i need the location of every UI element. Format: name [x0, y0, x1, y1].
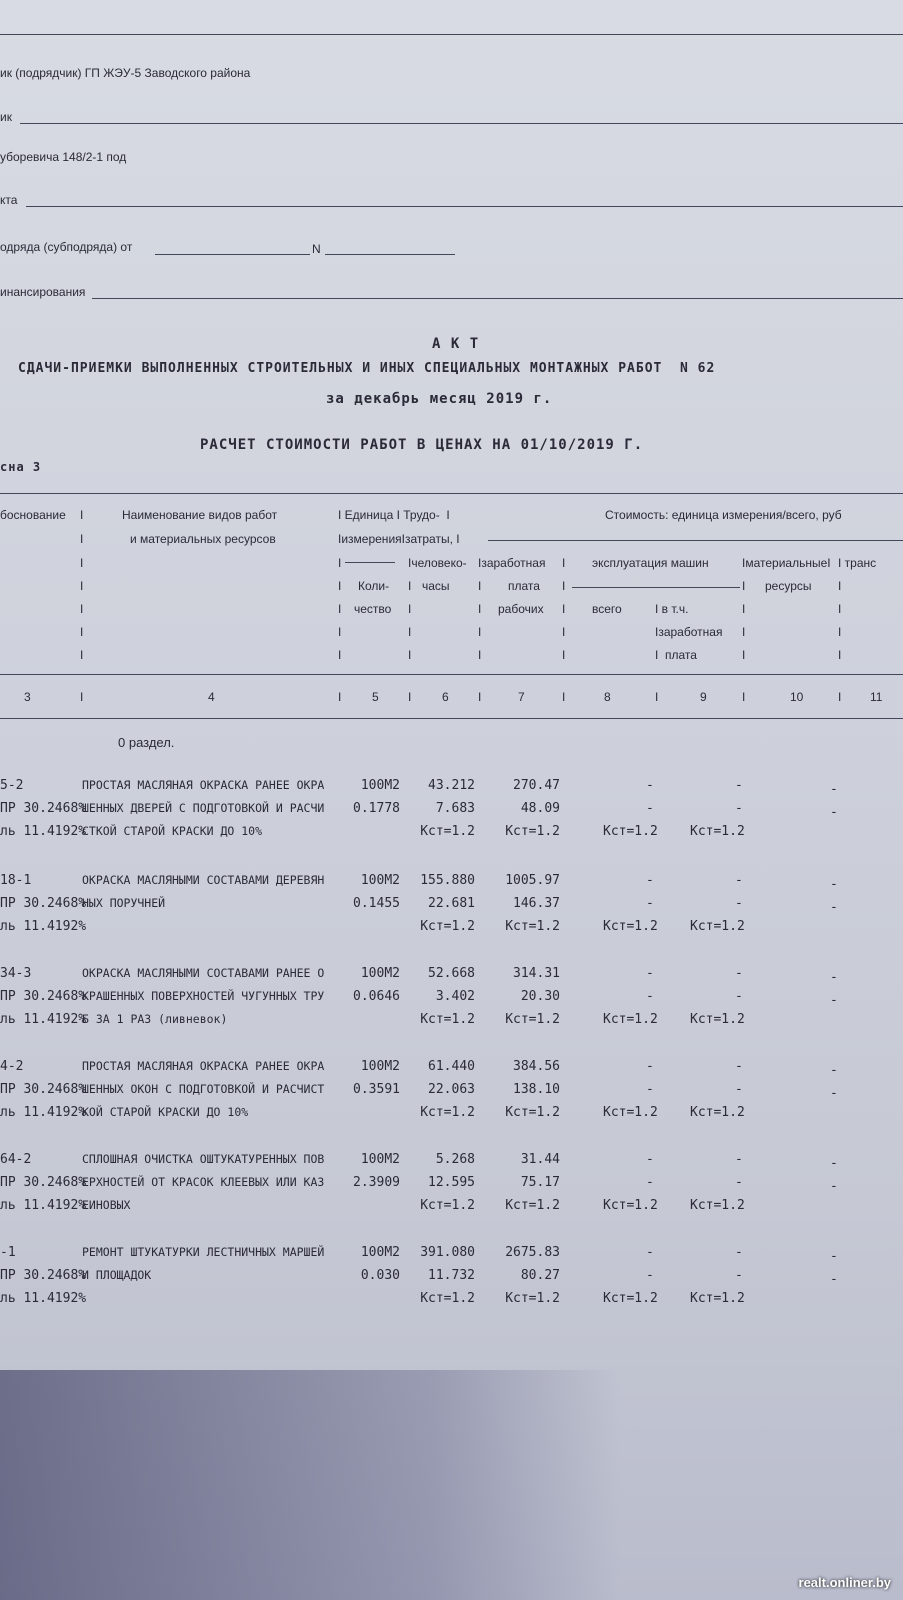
header-trans: I транс — [838, 556, 877, 570]
row-pay: 80.27 — [520, 1268, 560, 1283]
row-pay: 146.37 — [513, 896, 560, 911]
row-name: ОКРАСКА МАСЛЯНЫМИ СОСТАВАМИ РАНЕЕ О — [82, 966, 325, 980]
header-separator: I — [655, 690, 659, 704]
row-code: ль 11.4192% — [0, 1198, 87, 1213]
act-subtitle: СДАЧИ-ПРИЕМКИ ВЫПОЛНЕННЫХ СТРОИТЕЛЬНЫХ И ИНЫХ СПЕЦИАЛЬНЫХ МОНТАЖНЫХ РАБОТ N 62 — [18, 361, 716, 376]
row-dash: - — [735, 1152, 743, 1167]
row-k8: Кст=1.2 — [603, 1012, 658, 1027]
row-dash: - — [735, 966, 743, 981]
row-code: ПР 30.2468% — [0, 896, 87, 911]
row-name: СПЛОШНАЯ ОЧИСТКА ОШТУКАТУРЕННЫХ ПОВ — [82, 1152, 325, 1166]
header-separator: I — [838, 602, 842, 616]
header-separator: I — [562, 556, 566, 570]
header-hours: часы — [422, 579, 450, 593]
row-pay: 75.17 — [520, 1175, 560, 1190]
row-dash: - — [646, 1152, 654, 1167]
row-pay: Кст=1.2 — [505, 1105, 560, 1120]
row-dash: - — [830, 1249, 838, 1264]
column-number: 11 — [870, 690, 883, 704]
row-code: 5-2 — [0, 778, 24, 793]
header-separator: I — [478, 602, 482, 616]
row-labor: Кст=1.2 — [420, 919, 475, 934]
field-line — [325, 254, 455, 255]
header-separator: I — [80, 690, 84, 704]
row-pay: 384.56 — [513, 1059, 560, 1074]
column-number: 9 — [700, 690, 707, 704]
row-code: ПР 30.2468% — [0, 989, 87, 1004]
row-pay: 270.47 — [513, 778, 560, 793]
row-code: ль 11.4192% — [0, 824, 87, 839]
row-code: 34-3 — [0, 966, 32, 981]
header-incl: I в т.ч. — [655, 602, 689, 616]
header-res: ресурсы — [765, 579, 812, 593]
header-separator: I — [80, 579, 84, 593]
row-pay: 1005.97 — [505, 873, 560, 888]
column-number: 8 — [604, 690, 611, 704]
field-line — [92, 298, 903, 299]
row-unit: 0.1455 — [353, 896, 400, 911]
row-labor: 155.880 — [420, 873, 475, 888]
row-labor: 43.212 — [428, 778, 475, 793]
row-labor: Кст=1.2 — [420, 1291, 475, 1306]
header-separator: I — [408, 602, 412, 616]
header-pay: Iзаработная — [478, 556, 546, 570]
row-k9: Кст=1.2 — [690, 1012, 745, 1027]
row-pay: Кст=1.2 — [505, 824, 560, 839]
act-title: А К Т — [432, 336, 480, 352]
row-dash: - — [830, 970, 838, 985]
row-k9: Кст=1.2 — [690, 1105, 745, 1120]
header-pay3: рабочих — [498, 602, 544, 616]
header-separator: I — [838, 579, 842, 593]
row-labor: 3.402 — [435, 989, 475, 1004]
row-name: ПРОСТАЯ МАСЛЯНАЯ ОКРАСКА РАНЕЕ ОКРА — [82, 778, 325, 792]
row-unit: 0.030 — [360, 1268, 400, 1283]
header-separator: I — [742, 625, 746, 639]
header-separator: I — [80, 508, 84, 522]
row-k8: Кст=1.2 — [603, 919, 658, 934]
row-labor: 5.268 — [435, 1152, 475, 1167]
field-label: инансирования — [0, 285, 86, 299]
row-k9: Кст=1.2 — [690, 1291, 745, 1306]
row-labor: Кст=1.2 — [420, 824, 475, 839]
row-labor: 22.681 — [428, 896, 475, 911]
row-code: ль 11.4192% — [0, 1291, 87, 1306]
header-separator: I — [478, 625, 482, 639]
column-number: 5 — [372, 690, 379, 704]
row-unit: 100М2 — [360, 873, 400, 888]
row-labor: 7.683 — [435, 801, 475, 816]
header-separator: I — [80, 648, 84, 662]
header-separator: I — [338, 690, 342, 704]
row-name: И ПЛОЩАДОК — [82, 1268, 152, 1282]
header-separator: I — [742, 602, 746, 616]
column-number: 4 — [208, 690, 215, 704]
row-pay: Кст=1.2 — [505, 1198, 560, 1213]
act-period: за декабрь месяц 2019 г. — [326, 391, 553, 407]
row-name: ПРОСТАЯ МАСЛЯНАЯ ОКРАСКА РАНЕЕ ОКРА — [82, 1059, 325, 1073]
header-col-4-line1: Наименование видов работ — [122, 508, 278, 522]
row-code: ПР 30.2468% — [0, 1268, 87, 1283]
header-separator: I — [562, 625, 566, 639]
header-separator: I — [338, 556, 342, 570]
header-separator: I — [478, 579, 482, 593]
row-pay: 138.10 — [513, 1082, 560, 1097]
row-dash: - — [830, 993, 838, 1008]
header-mid-line — [0, 674, 903, 675]
row-labor: 52.668 — [428, 966, 475, 981]
row-dash: - — [646, 1175, 654, 1190]
header-separator: I — [838, 648, 842, 662]
row-dash: - — [646, 801, 654, 816]
header-unit-labor: I Единица I Трудо- I — [338, 508, 450, 522]
row-dash: - — [646, 1059, 654, 1074]
header-col-3: боснование — [0, 508, 66, 522]
header-separator: I — [478, 690, 482, 704]
row-labor: Кст=1.2 — [420, 1012, 475, 1027]
row-labor: Кст=1.2 — [420, 1105, 475, 1120]
row-k8: Кст=1.2 — [603, 1198, 658, 1213]
row-name: КОЙ СТАРОЙ КРАСКИ ДО 10% — [82, 1105, 249, 1119]
row-name: ОКРАСКА МАСЛЯНЫМИ СОСТАВАМИ ДЕРЕВЯН — [82, 873, 325, 887]
field-label: одряда (субподряда) от — [0, 240, 133, 254]
field-line — [0, 34, 903, 35]
header-separator: I — [338, 625, 342, 639]
row-dash: - — [735, 873, 743, 888]
row-dash: - — [735, 778, 743, 793]
header-exp: эксплуатация машин — [592, 556, 709, 570]
field-line — [155, 254, 310, 255]
header-person: Iчеловеко- — [408, 556, 467, 570]
row-dash: - — [735, 1268, 743, 1283]
row-code: -1 — [0, 1245, 16, 1260]
row-code: ПР 30.2468% — [0, 1175, 87, 1190]
header-bottom-line — [0, 718, 903, 719]
row-code: 18-1 — [0, 873, 32, 888]
row-k9: Кст=1.2 — [690, 919, 745, 934]
header-separator: I — [80, 602, 84, 616]
header-separator: I — [562, 648, 566, 662]
row-unit: 0.0646 — [353, 989, 400, 1004]
header-separator: I — [742, 579, 746, 593]
header-separator: I — [742, 690, 746, 704]
row-code: ПР 30.2468% — [0, 1082, 87, 1097]
row-dash: - — [830, 877, 838, 892]
header-separator: I — [338, 602, 342, 616]
header-separator: I — [562, 690, 566, 704]
row-dash: - — [646, 1082, 654, 1097]
row-dash: - — [830, 1086, 838, 1101]
row-labor: 61.440 — [428, 1059, 475, 1074]
row-pay: 20.30 — [520, 989, 560, 1004]
row-dash: - — [830, 1063, 838, 1078]
row-k9: Кст=1.2 — [690, 824, 745, 839]
header-rule — [572, 587, 740, 588]
header-separator: I — [80, 625, 84, 639]
row-dash: - — [735, 801, 743, 816]
column-number: 10 — [790, 690, 804, 704]
row-dash: - — [646, 989, 654, 1004]
row-dash: - — [735, 989, 743, 1004]
row-code: ПР 30.2468% — [0, 801, 87, 816]
header-mat: IматериальныеI — [742, 556, 831, 570]
section-label: 0 раздел. — [118, 735, 175, 750]
header-separator: I — [562, 579, 566, 593]
row-code: 64-2 — [0, 1152, 32, 1167]
row-name: ЕИНОВЫХ — [82, 1198, 131, 1212]
row-name: СТКОЙ СТАРОЙ КРАСКИ ДО 10% — [82, 824, 263, 838]
row-unit: 100М2 — [360, 966, 400, 981]
header-qty2: чество — [354, 602, 392, 616]
field-line — [20, 123, 903, 124]
field-label: убоpевича 148/2-1 под — [0, 150, 127, 164]
row-unit: 0.3591 — [353, 1082, 400, 1097]
row-unit: 0.1778 — [353, 801, 400, 816]
column-number: 6 — [442, 690, 449, 704]
row-unit: 100М2 — [360, 1059, 400, 1074]
header-all: всего — [592, 602, 622, 616]
header-pay2: плата — [508, 579, 540, 593]
header-separator: I — [408, 579, 412, 593]
header-separator: I — [408, 625, 412, 639]
header-separator: I — [838, 690, 842, 704]
header-top-line — [0, 493, 903, 494]
header-rule — [345, 562, 395, 563]
header-rule — [488, 540, 903, 541]
header-separator: I — [80, 556, 84, 570]
header-separator: I — [742, 648, 746, 662]
row-k8: Кст=1.2 — [603, 824, 658, 839]
header-col-4-line2: и материальных ресурсов — [130, 532, 276, 546]
row-pay: 31.44 — [520, 1152, 560, 1167]
row-name: ЕРХНОСТЕЙ ОТ КРАСОК КЛЕЕВЫХ ИЛИ КАЗ — [82, 1175, 325, 1189]
header-separator: I — [338, 648, 342, 662]
header-separator: I — [838, 625, 842, 639]
column-number: 3 — [24, 690, 31, 704]
column-number: 7 — [518, 690, 525, 704]
row-dash: - — [830, 782, 838, 797]
header-separator: I — [408, 648, 412, 662]
field-label: ик — [0, 110, 12, 124]
row-code: 4-2 — [0, 1059, 24, 1074]
header-separator: I — [408, 690, 412, 704]
watermark: realt.onliner.by — [798, 1575, 891, 1590]
row-dash: - — [646, 778, 654, 793]
header-cost-title: Стоимость: единица измерения/всего, руб — [605, 508, 842, 522]
field-label: кта — [0, 193, 18, 207]
shadow-area — [0, 1370, 620, 1600]
row-unit: 100М2 — [360, 1245, 400, 1260]
row-dash: - — [646, 873, 654, 888]
row-labor: 12.595 — [428, 1175, 475, 1190]
row-unit: 2.3909 — [353, 1175, 400, 1190]
row-dash: - — [735, 1245, 743, 1260]
row-k8: Кст=1.2 — [603, 1291, 658, 1306]
header-separator: I — [478, 648, 482, 662]
form-label: сна 3 — [0, 460, 42, 474]
row-pay: Кст=1.2 — [505, 919, 560, 934]
row-code: ль 11.4192% — [0, 1105, 87, 1120]
row-name: ШЕННЫХ ДВЕРЕЙ С ПОДГОТОВКОЙ И РАСЧИ — [82, 801, 325, 815]
row-dash: - — [646, 896, 654, 911]
header-qty: Коли- — [358, 579, 390, 593]
row-code: ль 11.4192% — [0, 1012, 87, 1027]
row-dash: - — [735, 1175, 743, 1190]
row-name: НЫХ ПОРУЧНЕЙ — [82, 896, 166, 910]
header-unit-labor-2: IизмеренияIзатраты, I — [338, 532, 460, 546]
row-labor: Кст=1.2 — [420, 1198, 475, 1213]
row-name: Б ЗА 1 РАЗ (ливневок) — [82, 1012, 228, 1026]
row-unit: 100М2 — [360, 778, 400, 793]
row-pay: Кст=1.2 — [505, 1291, 560, 1306]
row-name: РЕМОНТ ШТУКАТУРКИ ЛЕСТНИЧНЫХ МАРШЕЙ — [82, 1245, 325, 1259]
row-code: ль 11.4192% — [0, 919, 87, 934]
row-dash: - — [735, 1082, 743, 1097]
row-pay: 314.31 — [513, 966, 560, 981]
calc-title: РАСЧЕТ СТОИМОСТИ РАБОТ В ЦЕНАХ НА 01/10/2019 Г. — [200, 437, 644, 453]
row-unit: 100М2 — [360, 1152, 400, 1167]
row-pay: Кст=1.2 — [505, 1012, 560, 1027]
row-dash: - — [646, 966, 654, 981]
row-dash: - — [646, 1268, 654, 1283]
row-dash: - — [735, 1059, 743, 1074]
row-name: ШЕННЫХ ОКОН С ПОДГОТОВКОЙ И РАСЧИСТ — [82, 1082, 325, 1096]
row-dash: - — [735, 896, 743, 911]
row-labor: 11.732 — [428, 1268, 475, 1283]
header-separator: I — [562, 602, 566, 616]
row-labor: 391.080 — [420, 1245, 475, 1260]
row-labor: 22.063 — [428, 1082, 475, 1097]
row-dash: - — [646, 1245, 654, 1260]
field-line — [26, 206, 903, 207]
header-incl3: I плата — [655, 648, 697, 662]
row-dash: - — [830, 1156, 838, 1171]
row-name: КРАШЕННЫХ ПОВЕРХНОСТЕЙ ЧУГУННЫХ ТРУ — [82, 989, 325, 1003]
field-label: ик (подрядчик) ГП ЖЭУ-5 Заводского района — [0, 66, 251, 80]
row-dash: - — [830, 805, 838, 820]
row-k9: Кст=1.2 — [690, 1198, 745, 1213]
field-number-label: N — [312, 242, 321, 256]
header-separator: I — [338, 579, 342, 593]
row-pay: 2675.83 — [505, 1245, 560, 1260]
header-incl2: Iзаработная — [655, 625, 723, 639]
row-dash: - — [830, 1272, 838, 1287]
row-dash: - — [830, 900, 838, 915]
row-pay: 48.09 — [520, 801, 560, 816]
row-dash: - — [830, 1179, 838, 1194]
header-separator: I — [80, 532, 84, 546]
row-k8: Кст=1.2 — [603, 1105, 658, 1120]
